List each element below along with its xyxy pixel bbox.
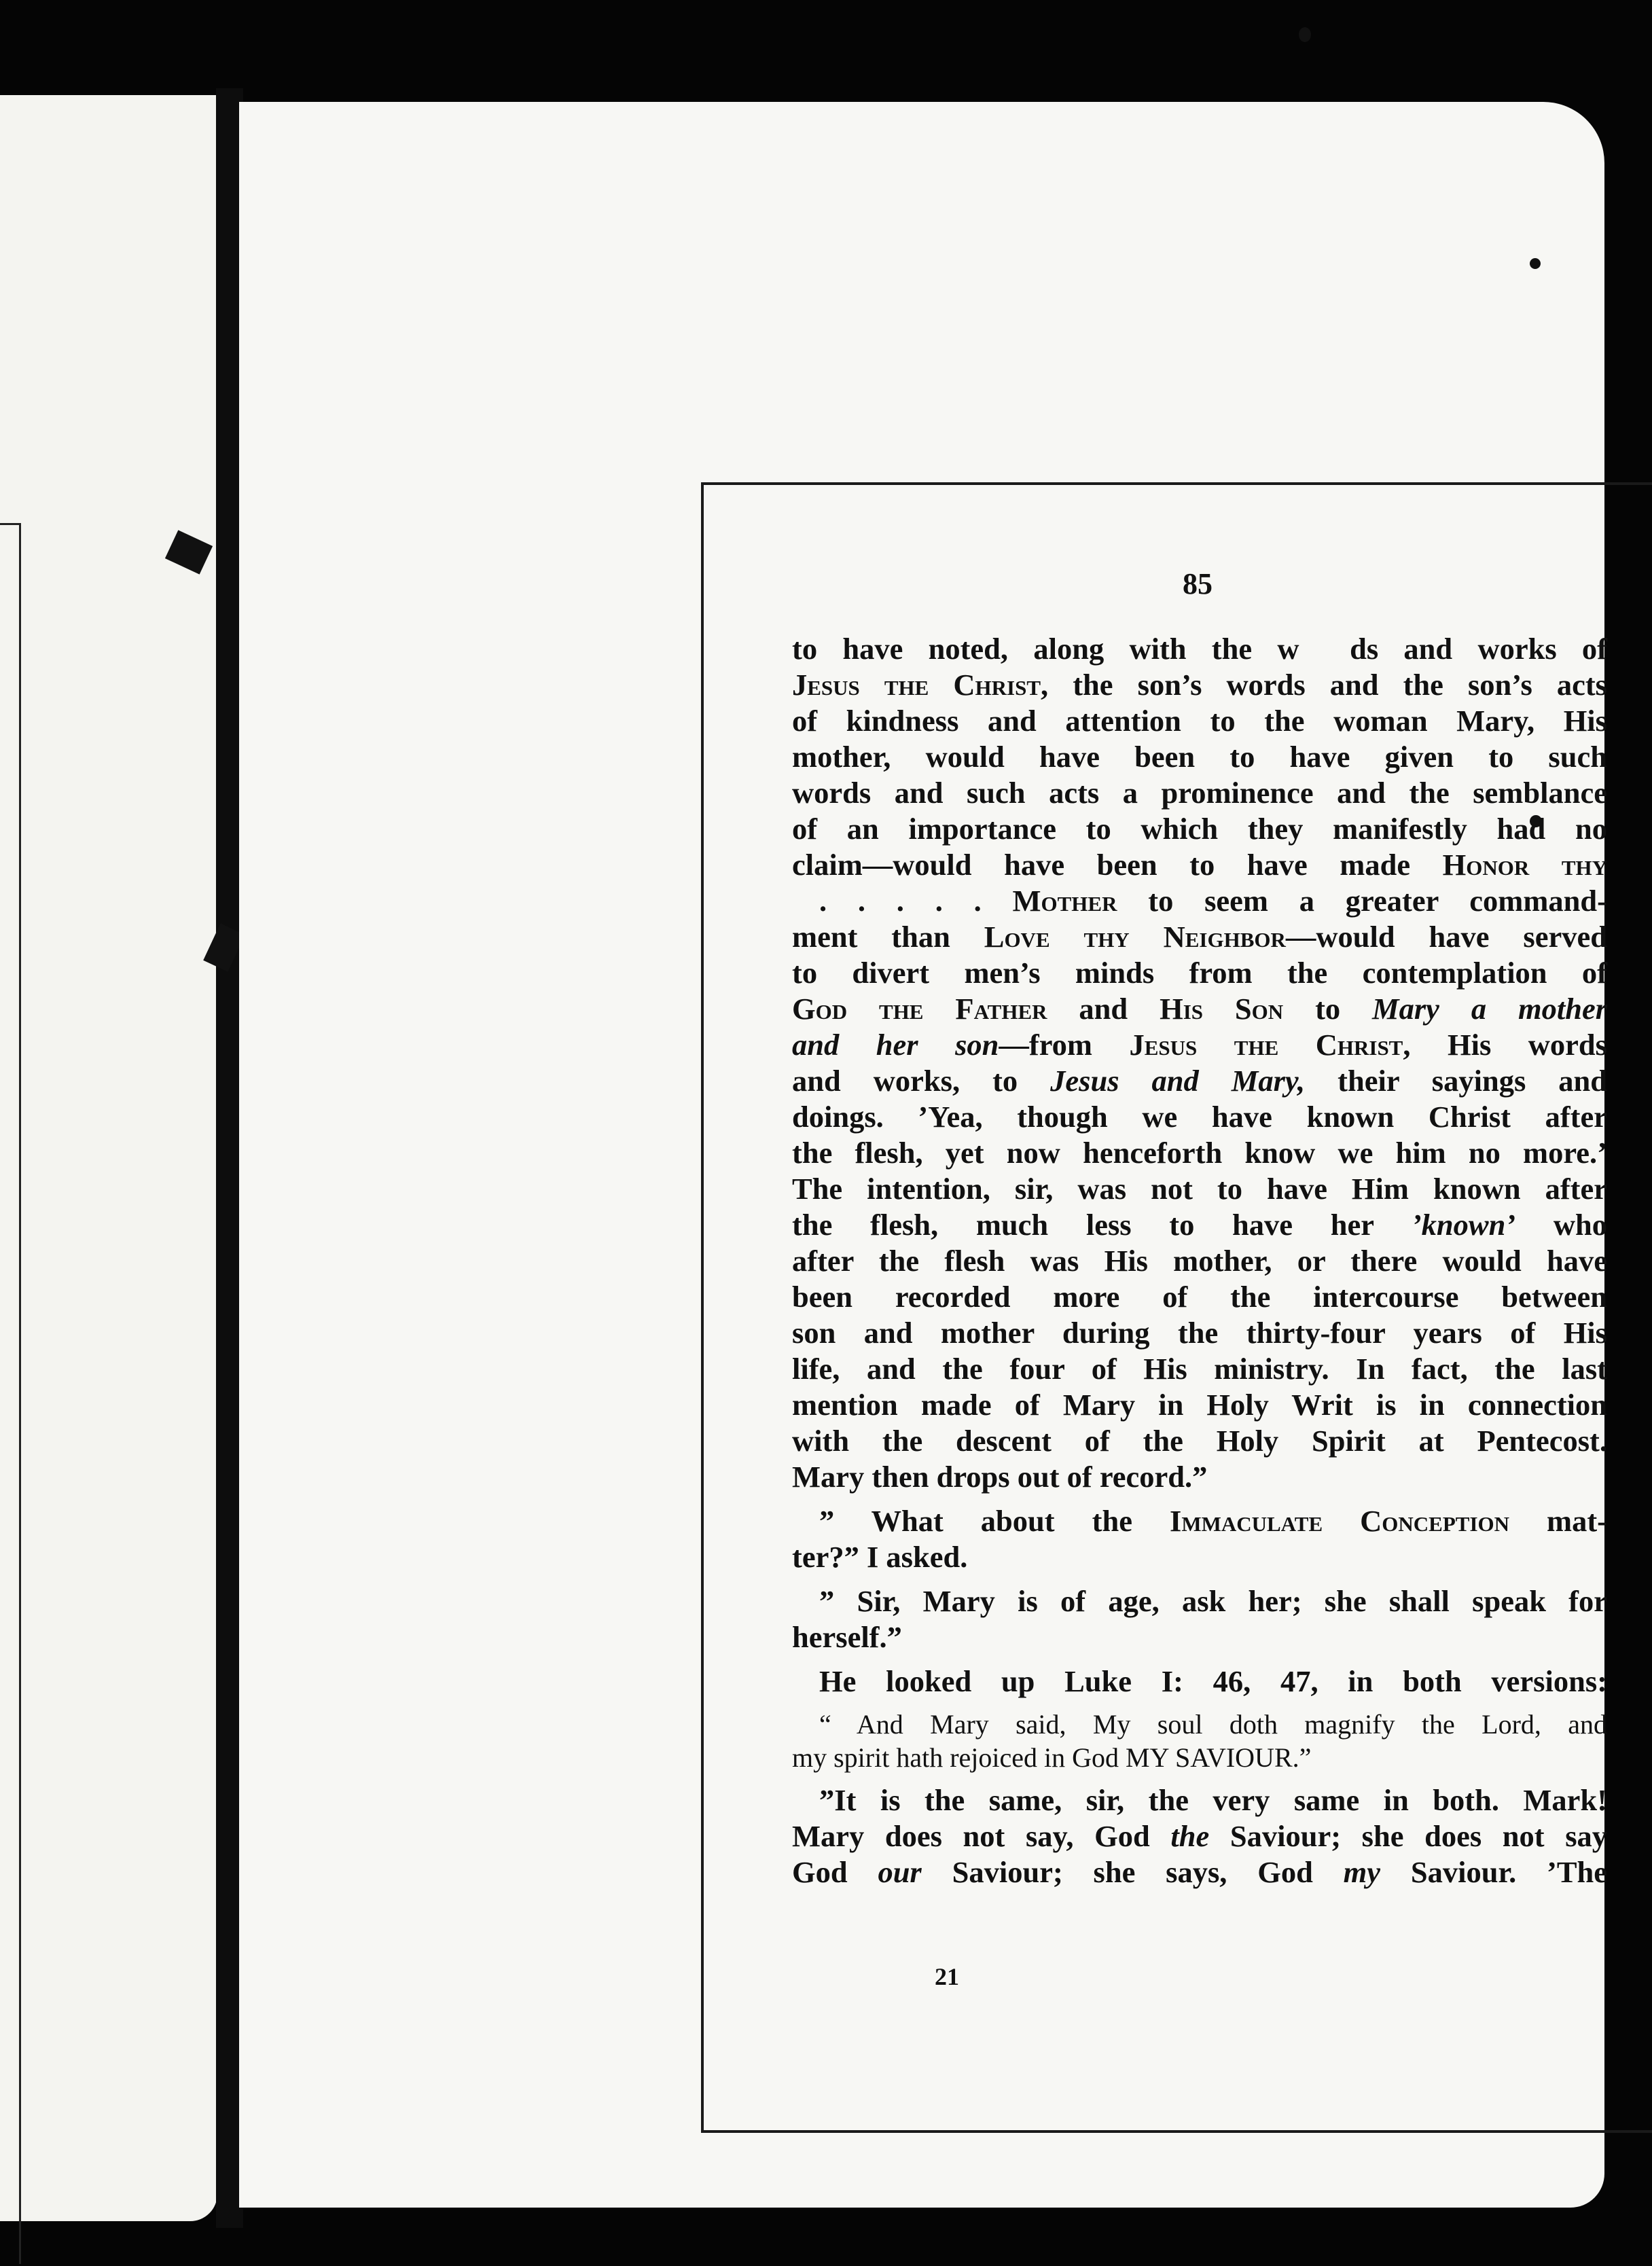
text-line: of kindness and attention to the woman Mary, His xyxy=(792,704,1607,738)
left-page-frame-edge xyxy=(0,523,21,2264)
ink-speck xyxy=(1530,258,1541,269)
text-line: of an importance to which they manifestly had no xyxy=(792,812,1607,846)
text-line: Mary does not say, God the Saviour; she does not say xyxy=(792,1819,1608,1853)
text-line: ter?” I asked. xyxy=(792,1540,968,1574)
quote-line: my spirit hath rejoiced in God MY SAVIOUR.” xyxy=(792,1742,1312,1773)
text-line: God our Saviour; she says, God my Saviour. ’The xyxy=(792,1855,1608,1889)
text-line: after the flesh was His mother, or there would have xyxy=(792,1244,1607,1278)
facing-left-page xyxy=(0,95,217,2221)
text-line: ” Sir, Mary is of age, ask her; she shall speak for xyxy=(819,1584,1607,1618)
signature-mark: 21 xyxy=(935,1963,959,1990)
right-page xyxy=(239,102,1608,2208)
text-line: and her son—from Jesus the Christ, His words xyxy=(792,1028,1607,1062)
text-line: been recorded more of the intercourse between xyxy=(792,1280,1607,1314)
text-line: life, and the four of His ministry. In fact, the last xyxy=(792,1352,1607,1386)
text-line: Mary then drops out of record.” xyxy=(792,1460,1208,1494)
text-line: the flesh, yet now henceforth know we him no more.’ xyxy=(792,1136,1607,1170)
page-number: 85 xyxy=(1183,567,1213,600)
text-line: ” What about the Immaculate Conception mat- xyxy=(819,1504,1608,1538)
text-line: to have noted, along with the w ds and works of xyxy=(792,632,1607,666)
text-line: The intention, sir, was not to have Him known after xyxy=(792,1172,1607,1206)
text-frame xyxy=(701,482,1652,2133)
text-line: . . . . . Mother to seem a greater command- xyxy=(819,884,1608,918)
text-line: herself.” xyxy=(792,1620,902,1654)
text-line: doings. ’Yea, though we have known Christ after xyxy=(792,1100,1607,1134)
text-line: the flesh, much less to have her ’known’ who xyxy=(792,1208,1607,1242)
body-text xyxy=(792,631,1607,1890)
ink-speck xyxy=(1299,27,1311,42)
text-line: He looked up Luke I: 46, 47, in both versions: xyxy=(819,1664,1607,1698)
text-line: mother, would have been to have given to such xyxy=(792,740,1607,774)
text-line: Jesus the Christ, the son’s words and the son’s acts xyxy=(792,668,1607,702)
text-line: son and mother during the thirty-four years of His xyxy=(792,1316,1607,1350)
text-line: God the Father and His Son to Mary a mother xyxy=(792,992,1608,1026)
text-line: claim—would have been to have made Honor thy xyxy=(792,848,1608,882)
text-line: words and such acts a prominence and the semblance xyxy=(792,776,1607,810)
text-line: ”It is the same, sir, the very same in both. Mark! xyxy=(819,1783,1607,1817)
text-line: and works, to Jesus and Mary, their sayings and xyxy=(792,1064,1608,1098)
text-line: mention made of Mary in Holy Writ is in connection xyxy=(792,1388,1607,1422)
text-line: to divert men’s minds from the contemplation of xyxy=(792,956,1607,990)
text-line: with the descent of the Holy Spirit at Pentecost. xyxy=(792,1424,1607,1458)
text-line: ment than Love thy Neighbor—would have served xyxy=(792,920,1607,954)
quote-line: “ And Mary said, My soul doth magnify the Lord, and xyxy=(819,1709,1607,1740)
